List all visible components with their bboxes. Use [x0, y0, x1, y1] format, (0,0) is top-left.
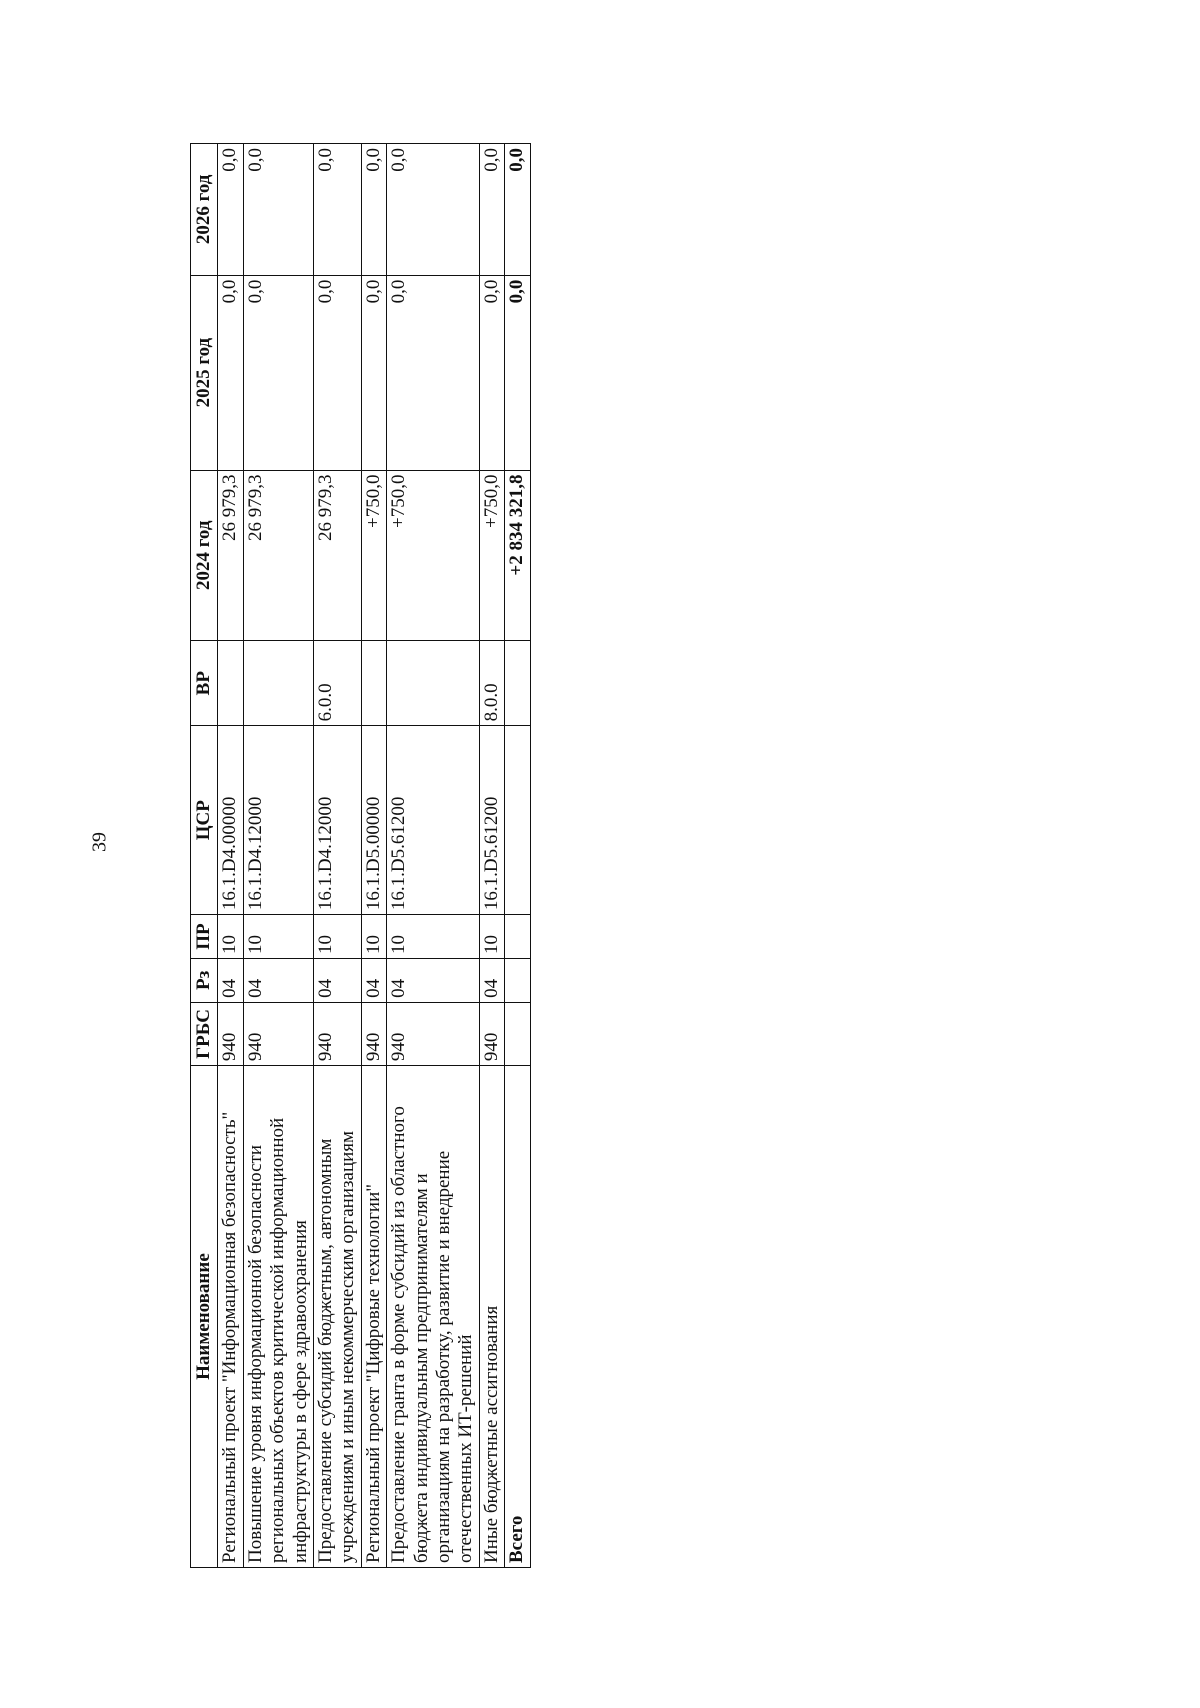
table-row — [361, 144, 386, 1568]
cell-grbs: 940 — [218, 1002, 243, 1065]
cell-2026: 0,0 — [361, 144, 386, 276]
total-2025: 0,0 — [505, 275, 530, 470]
cell-vr-empty — [505, 641, 530, 726]
cell-name: Предоставление гранта в форме субсидий из областного бюджета индивидуальным предпринимателям и организациям на разработку, развитие и внедрение отечественных ИТ-решений — [387, 1066, 480, 1568]
cell-pr: 10 — [314, 915, 362, 959]
cell-grbs: 940 — [243, 1002, 313, 1065]
cell-grbs-empty — [505, 1002, 530, 1065]
cell-name: Иные бюджетные ассигнования — [479, 1066, 504, 1568]
table-row — [314, 144, 362, 1568]
cell-2026: 0,0 — [243, 144, 313, 276]
cell-2024: 26 979,3 — [314, 470, 362, 641]
cell-rz: 04 — [361, 958, 386, 1002]
total-2024: +2 834 321,8 — [505, 470, 530, 641]
cell-pr: 10 — [243, 915, 313, 959]
cell-csr: 16.1.D5.61200 — [479, 726, 504, 915]
cell-pr: 10 — [361, 915, 386, 959]
cell-rz-empty — [505, 958, 530, 1002]
header-csr: ЦСР — [191, 726, 218, 915]
budget-table — [190, 143, 531, 1568]
cell-2025: 0,0 — [479, 275, 504, 470]
table-row — [479, 144, 504, 1568]
cell-csr: 16.1.D4.12000 — [243, 726, 313, 915]
cell-vr: 8.0.0 — [479, 641, 504, 726]
cell-grbs: 940 — [387, 1002, 480, 1065]
cell-2024: +750,0 — [387, 470, 480, 641]
cell-2026: 0,0 — [479, 144, 504, 276]
cell-2025: 0,0 — [387, 275, 480, 470]
cell-vr — [387, 641, 480, 726]
table-row — [243, 144, 313, 1568]
total-row — [505, 144, 530, 1568]
cell-csr: 16.1.D4.00000 — [218, 726, 243, 915]
cell-rz: 04 — [479, 958, 504, 1002]
table-row — [387, 144, 480, 1568]
page-number: 39 — [88, 832, 111, 852]
table-header-row — [191, 144, 218, 1568]
cell-2024: +750,0 — [361, 470, 386, 641]
cell-csr: 16.1.D5.00000 — [361, 726, 386, 915]
cell-grbs: 940 — [479, 1002, 504, 1065]
cell-pr: 10 — [218, 915, 243, 959]
cell-rz: 04 — [314, 958, 362, 1002]
cell-pr-empty — [505, 915, 530, 959]
cell-name: Региональный проект "Информационная безопасность" — [218, 1066, 243, 1568]
cell-grbs: 940 — [361, 1002, 386, 1065]
rotated-table-container — [190, 143, 620, 1568]
cell-2024: +750,0 — [479, 470, 504, 641]
cell-name: Предоставление субсидий бюджетным, автономным учреждениям и иным некоммерческим организациям — [314, 1066, 362, 1568]
table-row — [218, 144, 243, 1568]
cell-csr: 16.1.D4.12000 — [314, 726, 362, 915]
cell-name: Региональный проект "Цифровые технологии" — [361, 1066, 386, 1568]
cell-2025: 0,0 — [361, 275, 386, 470]
header-rz: Рз — [191, 958, 218, 1002]
cell-name: Повышение уровня информационной безопасности региональных объектов критической информационной инфраструктуры в сфере здравоохранения — [243, 1066, 313, 1568]
cell-csr-empty — [505, 726, 530, 915]
cell-2026: 0,0 — [387, 144, 480, 276]
cell-2025: 0,0 — [218, 275, 243, 470]
cell-grbs: 940 — [314, 1002, 362, 1065]
cell-rz: 04 — [387, 958, 480, 1002]
cell-2026: 0,0 — [218, 144, 243, 276]
cell-csr: 16.1.D5.61200 — [387, 726, 480, 915]
cell-2024: 26 979,3 — [243, 470, 313, 641]
cell-2024: 26 979,3 — [218, 470, 243, 641]
cell-vr — [243, 641, 313, 726]
header-pr: ПР — [191, 915, 218, 959]
cell-2025: 0,0 — [314, 275, 362, 470]
total-2026: 0,0 — [505, 144, 530, 276]
cell-vr — [218, 641, 243, 726]
header-2024: 2024 год — [191, 470, 218, 641]
cell-vr — [361, 641, 386, 726]
cell-vr: 6.0.0 — [314, 641, 362, 726]
cell-2026: 0,0 — [314, 144, 362, 276]
cell-rz: 04 — [243, 958, 313, 1002]
cell-pr: 10 — [387, 915, 480, 959]
header-grbs: ГРБС — [191, 1002, 218, 1065]
cell-rz: 04 — [218, 958, 243, 1002]
cell-2025: 0,0 — [243, 275, 313, 470]
header-vr: ВР — [191, 641, 218, 726]
header-2026: 2026 год — [191, 144, 218, 276]
header-2025: 2025 год — [191, 275, 218, 470]
header-name: Наименование — [191, 1066, 218, 1568]
cell-pr: 10 — [479, 915, 504, 959]
total-label: Всего — [505, 1066, 530, 1568]
